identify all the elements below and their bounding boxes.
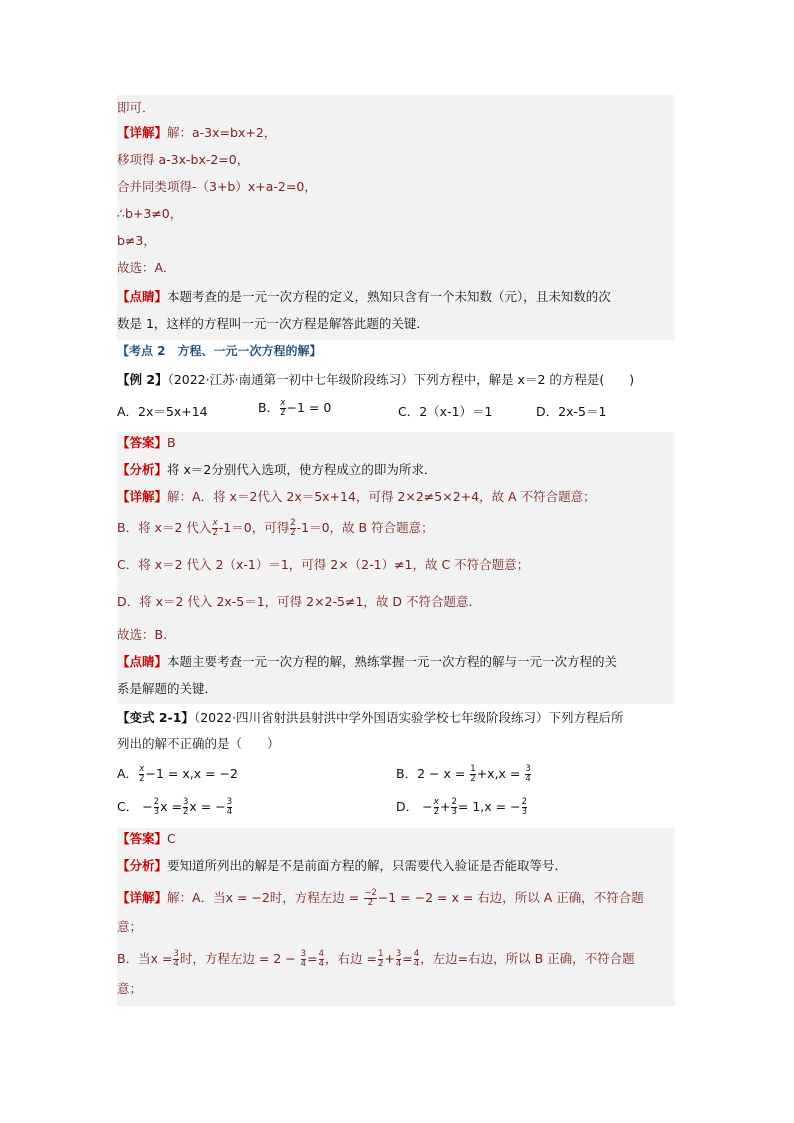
example2-option-d: D．2x-5＝1 — [536, 404, 607, 419]
variant21-stem-1: 【变式 2-1】（2022·四川省射洪县射洪中学外国语实验学校七年级阶段练习）下列方程后所 — [117, 710, 624, 725]
variant21-answer: 【答案】C — [117, 831, 176, 846]
example2-detail-b: B．将 x＝2 代入 $\frac{x}{2}$ -1＝0，可得 $\frac{2}{2}$ -1＝0，故 B 符合题意； — [117, 518, 434, 538]
example2-stem: 【例 2】（2022·江苏·南通第一初中七年级阶段练习）下列方程中，解是 x＝2 的方程是( ) — [117, 372, 635, 387]
example2-option-c: C．2（x-1）＝1 — [398, 404, 493, 419]
prev-tip-2: 数是 1，这样的方程叫一元一次方程是解答此题的关键． — [117, 316, 429, 331]
prev-choice: 故选：A． — [117, 260, 176, 275]
example2-detail-a: 【详解】解：A．将 x＝2代入 2x＝5x+14，可得 2×2≠5×2+4，故 A 不符合题意； — [117, 489, 596, 504]
variant21-option-b: B．2 − x = $\frac{1}{2}$ +x,x = $\frac{3}{4}$ — [396, 764, 531, 784]
prev-tip-1: 【点睛】本题考查的是一元一次方程的定义，熟知只含有一个未知数（元），且未知数的次 — [117, 289, 611, 304]
variant21-detail-a-cont: 意； — [117, 919, 143, 934]
prev-tail: 即可． — [117, 100, 155, 115]
example2-tip-1: 【点睛】本题主要考查一元一次方程的解，熟练掌握一元一次方程的解与一元一次方程的关 — [117, 654, 618, 669]
variant21-detail-b-cont: 意； — [117, 981, 143, 996]
prev-detail-3: 合并同类项得-（3+b）x+a-2=0， — [117, 179, 317, 194]
example2-answer: 【答案】B — [117, 435, 176, 450]
prev-detail-2: 移项得 a-3x-bx-2=0， — [117, 152, 250, 167]
variant21-detail-a: 【详解】解：A．当x = −2时，方程左边 = $\frac{-2}{2}$ −1 = −2 = x = 右边，所以 A 正确，不符合题 — [117, 888, 644, 908]
variant21-detail-b: B．当x = $\frac{3}{4}$ 时，方程左边 = 2 − $\frac{3}{4}$ = $\frac{4}{4}$ ，右边 = $\frac{1}{2}$ + $\frac{3}{4}$ = $\frac{4}{4}$ ，左边=右边，所以 B 正确，不符合题 — [117, 949, 635, 969]
variant21-option-d: D． − $\frac{x}{2}$ + $\frac{2}{3}$ = 1,x = − $\frac{2}{3}$ — [396, 797, 527, 817]
example2-analysis: 【分析】将 x＝2分别代入选项，使方程成立的即为所求． — [117, 462, 437, 477]
section-title: 【考点 2 方程、一元一次方程的解】 — [117, 344, 322, 358]
variant21-stem-2: 列出的解不正确的是（ ） — [117, 736, 280, 751]
variant21-analysis: 【分析】要知道所列出的解是不是前面方程的解，只需要代入验证是否能取等号． — [117, 858, 568, 873]
variant21-option-c: C． − $\frac{2}{3}$ x = $\frac{3}{2}$ x = − $\frac{3}{4}$ — [117, 797, 233, 817]
prev-detail-4: ∴b+3≠0， — [117, 206, 183, 221]
example2-choice: 故选：B． — [117, 627, 176, 642]
example2-detail-d: D．将 x＝2 代入 2x-5＝1，可得 2×2-5≠1，故 D 不符合题意． — [117, 594, 481, 609]
variant21-option-a: A． $\frac{x}{2}$ −1 = x,x = −2 — [117, 764, 238, 784]
example2-option-a: A．2x＝5x+14 — [117, 404, 208, 419]
example2-detail-c: C．将 x＝2 代入 2（x-1）＝1，可得 2×（2-1）≠1，故 C 不符合题意； — [117, 557, 530, 572]
prev-detail-5: b≠3， — [117, 233, 156, 248]
example2-tip-2: 系是解题的关键． — [117, 681, 218, 696]
example2-option-b: B． $\frac{x}{2}$ −1 = 0 — [258, 398, 332, 418]
prev-detail-1: 【详解】解：a-3x=bx+2， — [117, 125, 277, 140]
